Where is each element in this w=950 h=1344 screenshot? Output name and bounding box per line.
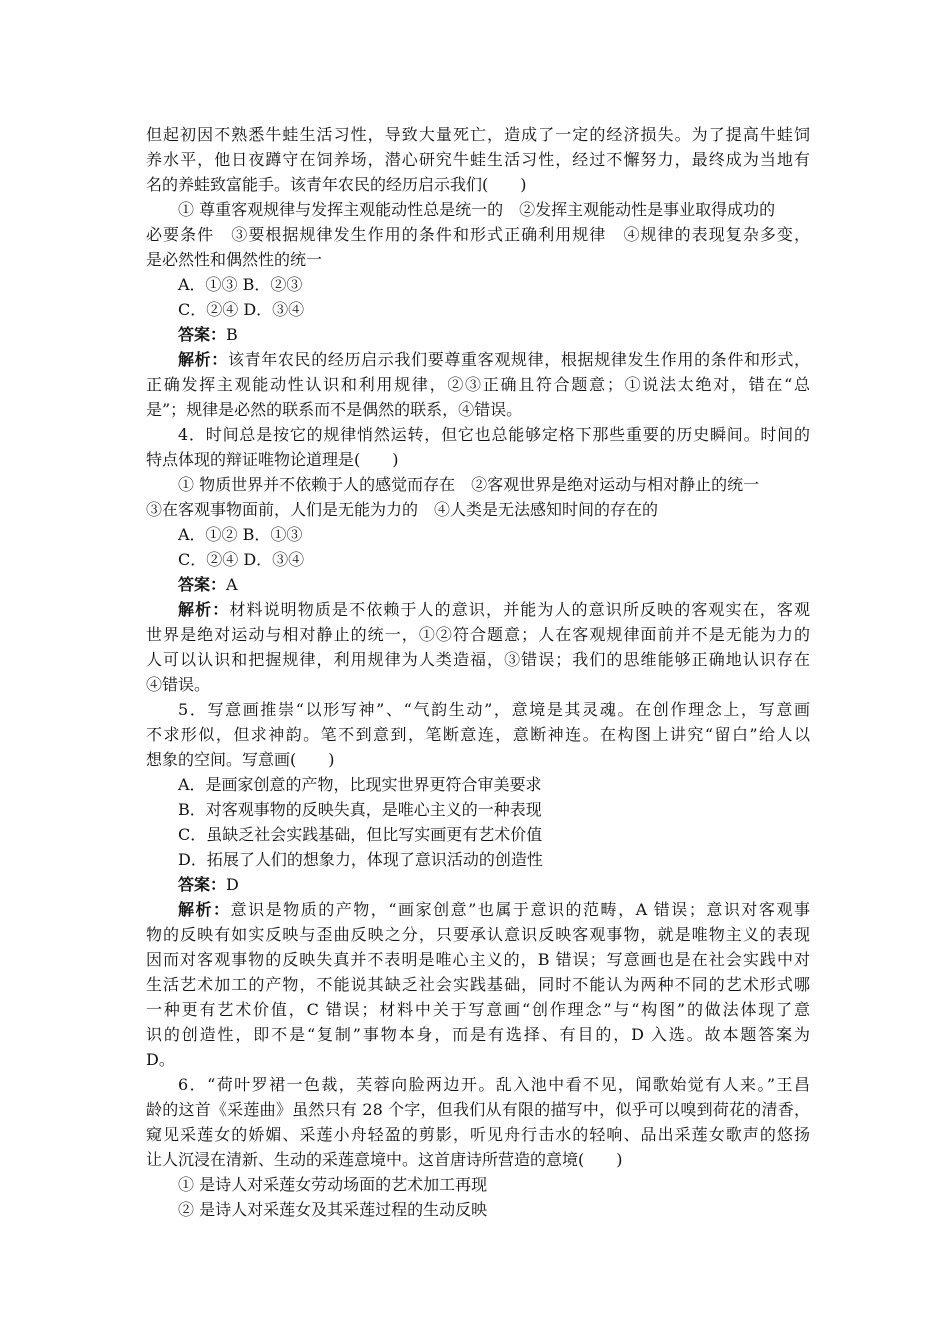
- answer-line: [146, 872, 810, 897]
- analysis-text: 该青年农民的经历启示我们要尊重客观规律，根据规律发生作用的条件和形式，: [227, 350, 810, 369]
- analysis-line: 识的创造性，即不是“复制”事物本身，而是有选择、有目的，D 入选。故本题答案为: [146, 1025, 810, 1044]
- analysis-line: 人可以认识和把握规律，利用规律为人类造福，③错误；我们的思维能够正确地认识存在: [146, 650, 810, 669]
- analysis-label: 解析：: [178, 600, 230, 619]
- answer-label: 答案：: [178, 575, 227, 594]
- question-stem-line: 5．写意画推崇“以形写神”、“气韵生动”，意境是其灵魂。在创作理念上，写意画: [178, 700, 810, 719]
- choice-line: A．①③ B．②③: [178, 275, 303, 294]
- choice-line: A．是画家创意的产物，比现实世界更符合审美要求: [178, 775, 542, 794]
- answer-line: [146, 572, 810, 597]
- statement-option-line: ① 物质世界并不依赖于人的感觉而存在 ②客观世界是绝对运动与相对静止的统一: [178, 475, 760, 494]
- analysis-line: 世界是绝对运动与相对静止的统一，①②符合题意；人在客观规律面前并不是无能为力的: [146, 625, 810, 644]
- analysis-text: 材料说明物质是不依赖于人的意识，并能为人的意识所反映的客观实在，客观: [229, 600, 810, 619]
- analysis-line: 物的反映有如实反映与歪曲反映之分，只要承认意识反映客观事物，就是唯物主义的表现: [146, 925, 810, 944]
- analysis-line: 一种更有艺术价值，C 错误；材料中关于写意画“创作理念”与“构图”的做法体现了意: [146, 1000, 810, 1019]
- question-stem-line: 龄的这首《采莲曲》虽然只有 28 个字，但我们从有限的描写中，似乎可以嗅到荷花的清香，: [146, 1100, 810, 1119]
- page-content: [146, 122, 810, 1222]
- question-stem-line: 4．时间总是按它的规律悄然运转，但它也总能够定格下那些重要的历史瞬间。时间的: [178, 425, 810, 444]
- choice-line: C．虽缺乏社会实践基础，但比写实画更有艺术价值: [178, 825, 543, 844]
- question-6: [146, 1072, 810, 1222]
- answer-label: 答案：: [178, 875, 227, 894]
- statement-option-line: 是必然性和偶然性的统一: [146, 250, 323, 269]
- question-stem-line: 但起初因不熟悉牛蛙生活习性，导致大量死亡，造成了一定的经济损失。为了提高牛蛙饲: [146, 125, 810, 144]
- statement-option-line: ② 是诗人对采莲女及其采莲过程的生动反映: [178, 1200, 488, 1219]
- analysis-line: [146, 597, 810, 622]
- analysis-line: D。: [146, 1050, 175, 1069]
- statement-option-line: 必要条件 ③要根据规律发生作用的条件和形式正确利用规律 ④规律的表现复杂多变，: [146, 225, 810, 244]
- analysis-line: 正确发挥主观能动性认识和利用规律，②③正确且符合题意；①说法太绝对，错在“总: [146, 375, 810, 394]
- question-stem-line: 养水平，他日夜蹲守在饲养场，潜心研究牛蛙生活习性，经过不懈努力，最终成为当地有: [146, 150, 810, 169]
- analysis-text: 意识是物质的产物，“画家创意”也属于意识的范畴，A 错误；意识对客观事: [230, 900, 810, 919]
- choice-line: D．拓展了人们的想象力，体现了意识活动的创造性: [178, 850, 543, 869]
- analysis-line: [146, 897, 810, 922]
- statement-option-line: ① 尊重客观规律与发挥主观能动性总是统一的 ②发挥主观能动性是事业取得成功的: [178, 200, 776, 219]
- question-stem-line: 6．“荷叶罗裙一色裁，芙蓉向脸两边开。乱入池中看不见，闻歌始觉有人来。”王昌: [178, 1075, 810, 1094]
- question-stem-line: 想象的空间。写意画( ): [146, 750, 335, 769]
- analysis-label: 解析：: [178, 900, 231, 919]
- choice-line: C．②④ D．③④: [178, 550, 305, 569]
- analysis-line: 是”；规律是必然的联系而不是偶然的联系，④错误。: [146, 400, 523, 419]
- analysis-line: [146, 347, 810, 372]
- analysis-line: 生活艺术加工的产物，不能说其缺乏社会实践基础，同时不能认为两种不同的艺术形式哪: [146, 975, 810, 994]
- statement-option-line: ① 是诗人对采莲女劳动场面的艺术加工再现: [178, 1175, 488, 1194]
- question-stem-line: 名的养蛙致富能手。该青年农民的经历启示我们( ): [146, 175, 527, 194]
- choice-line: C．②④ D．③④: [178, 300, 305, 319]
- answer-value: A: [226, 575, 238, 594]
- question-stem-line: 让人沉浸在清新、生动的采莲意境中。这首唐诗所营造的意境( ): [146, 1150, 623, 1169]
- question-5: [146, 697, 810, 1072]
- question-3: [146, 122, 810, 422]
- statement-option-line: ③在客观事物面前，人们是无能为力的 ④人类是无法感知时间的存在的: [146, 500, 659, 519]
- analysis-line: 因而对客观事物的反映失真并不表明是唯心主义的，B 错误；写意画也是在社会实践中对: [146, 950, 810, 969]
- answer-line: [146, 322, 810, 347]
- answer-value: D: [226, 875, 239, 894]
- choice-line: B．对客观事物的反映失真，是唯心主义的一种表现: [178, 800, 542, 819]
- question-4: [146, 422, 810, 697]
- question-stem-line: 窥见采莲女的娇媚、采莲小舟轻盈的剪影，听见舟行击水的轻响、品出采莲女歌声的悠扬: [146, 1125, 810, 1144]
- question-stem-line: 不求形似，但求神韵。笔不到意到，笔断意连，意断神连。在构图上讲究“留白”给人以: [146, 725, 810, 744]
- analysis-label: 解析：: [178, 350, 228, 369]
- analysis-line: ④错误。: [146, 675, 211, 694]
- question-stem-line: 特点体现的辩证唯物论道理是( ): [146, 450, 399, 469]
- choice-line: A．①② B．①③: [178, 525, 303, 544]
- answer-value: B: [226, 325, 238, 344]
- answer-label: 答案：: [178, 325, 227, 344]
